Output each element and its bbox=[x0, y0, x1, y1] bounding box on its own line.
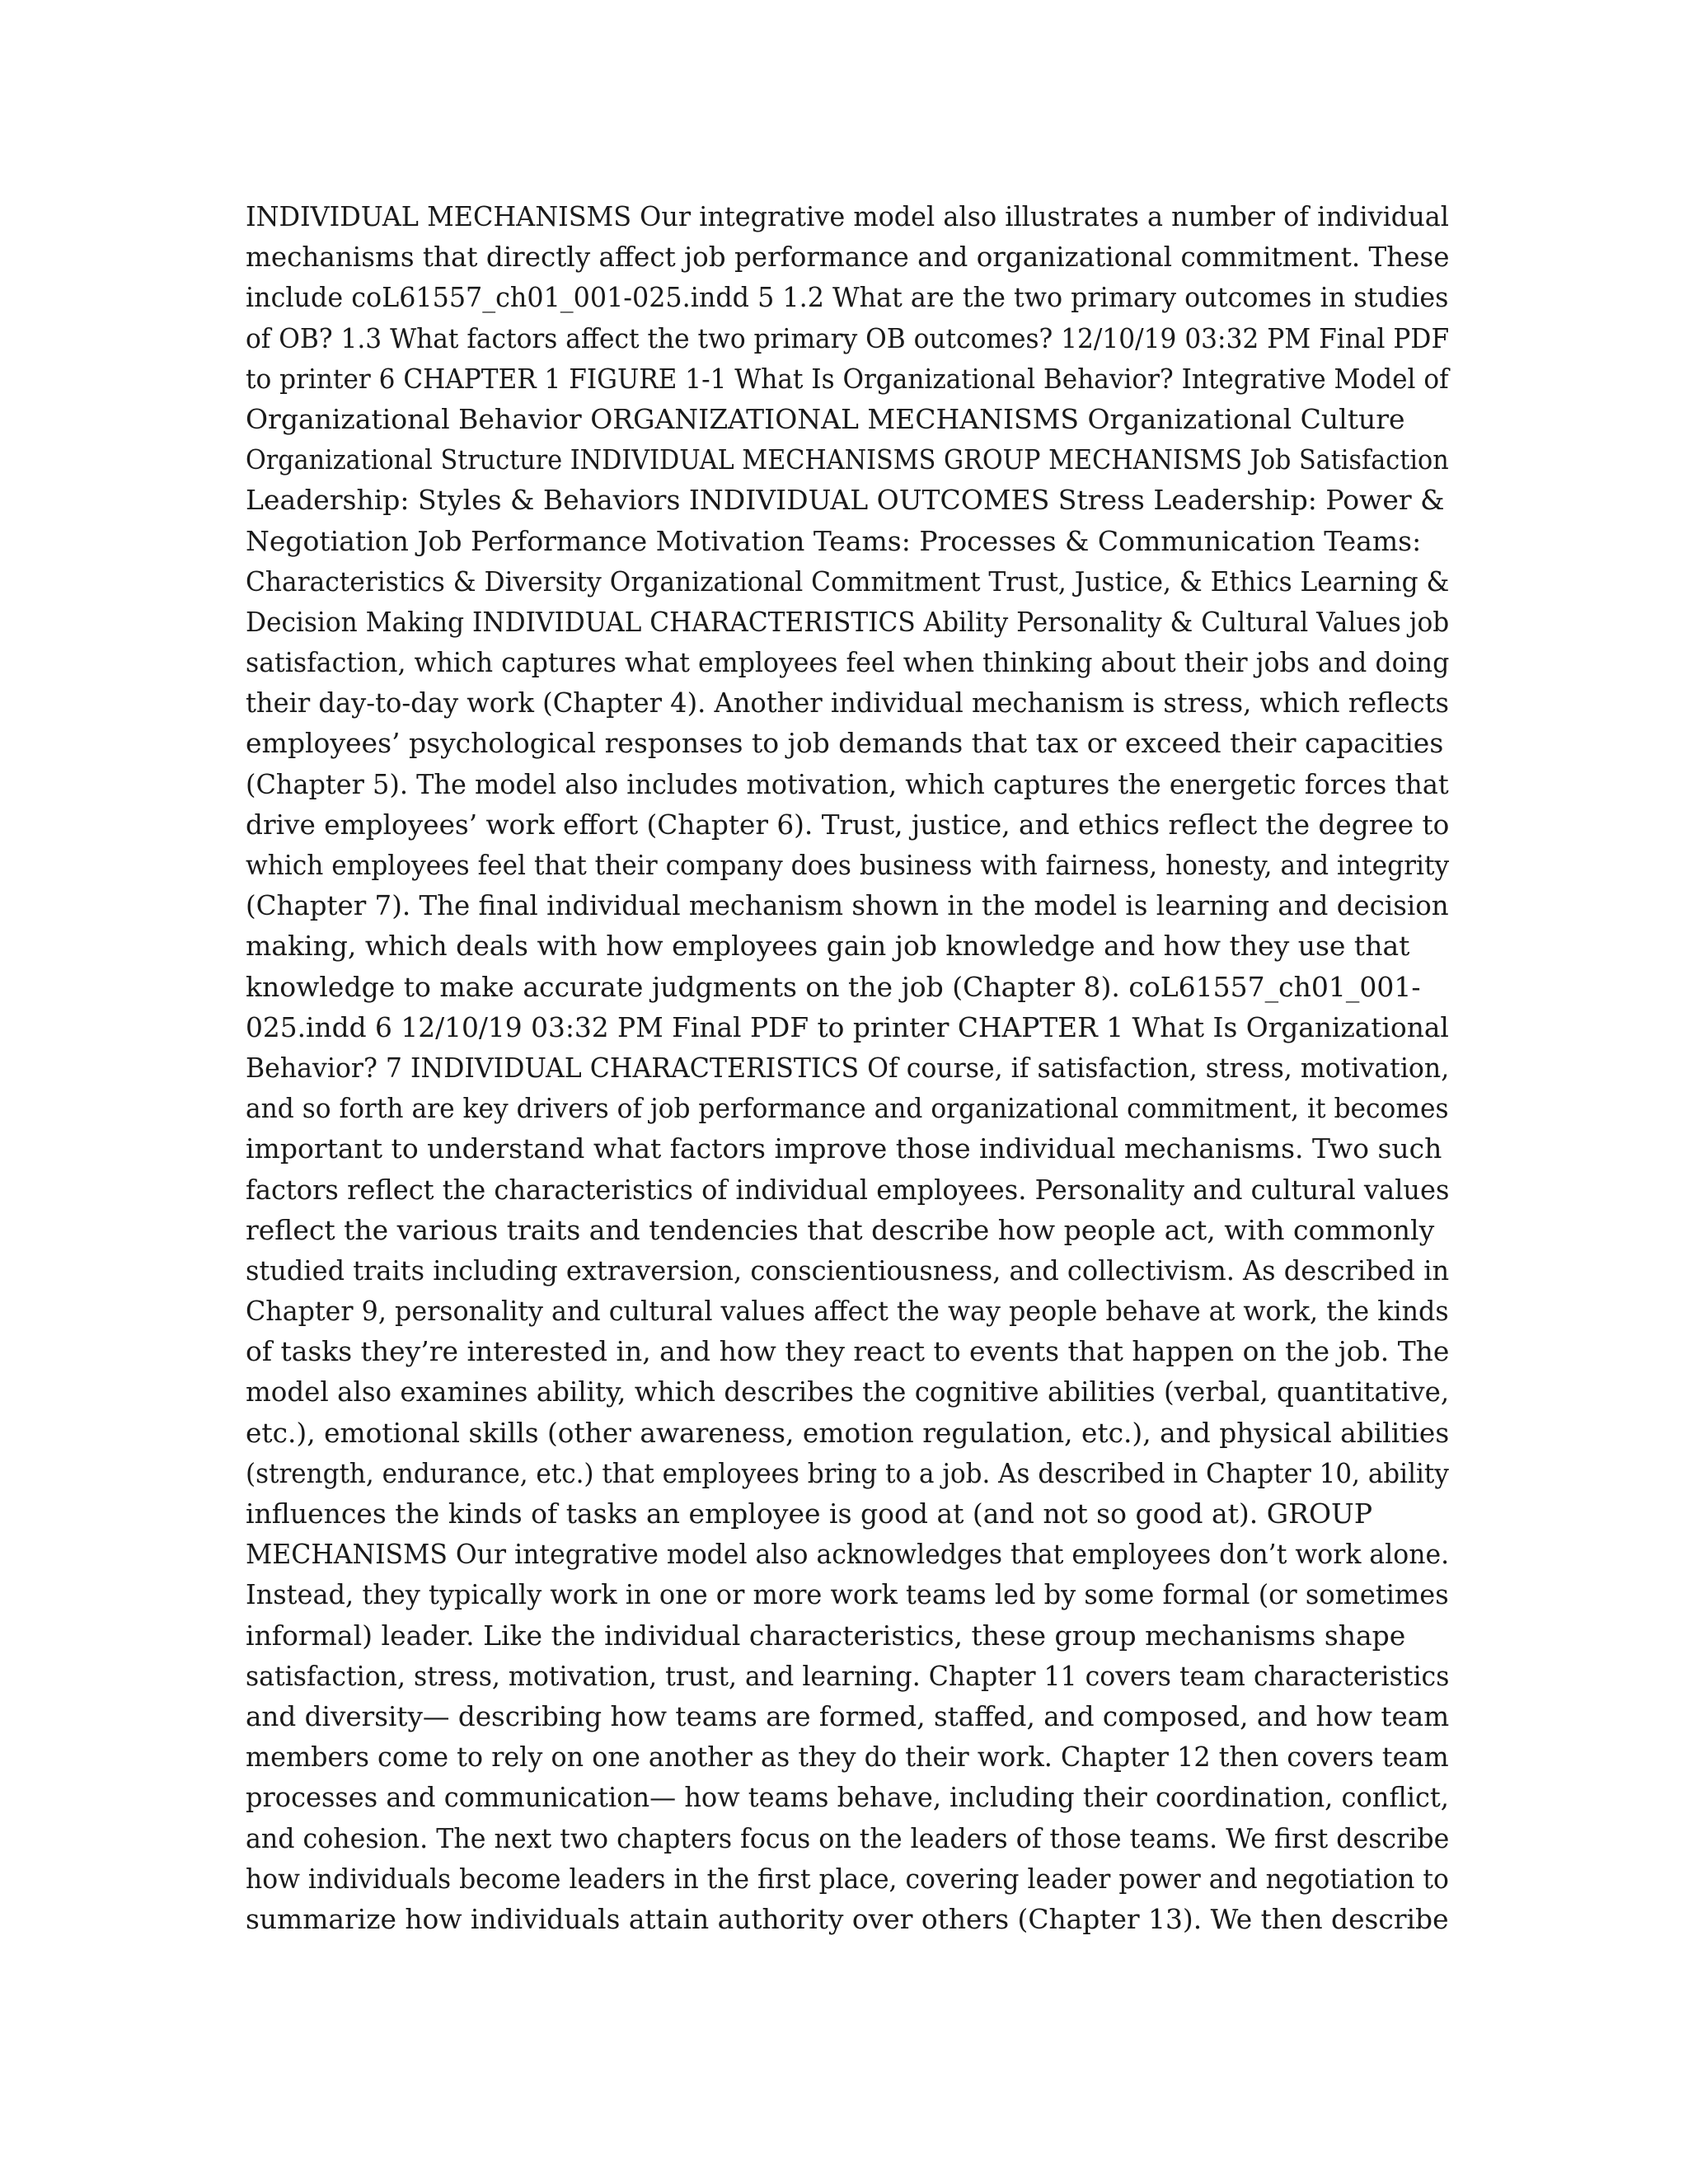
text-line: etc.), emotional skills (other awareness, emotion regulation, etc.), and physical abilities bbox=[246, 1416, 1450, 1449]
text-line: Organizational Structure INDIVIDUAL MECHANISMS GROUP MECHANISMS Job Satisfaction bbox=[246, 443, 1449, 476]
text-line: (strength, endurance, etc.) that employees bring to a job. As described in Chapter 10, ability bbox=[246, 1456, 1449, 1489]
text-line: important to understand what factors improve those individual mechanisms. Two such bbox=[246, 1132, 1442, 1165]
text-line: informal) leader. Like the individual characteristics, these group mechanisms shape bbox=[246, 1619, 1406, 1652]
text-line: reflect the various traits and tendencies that describe how people act, with commonly bbox=[246, 1213, 1435, 1246]
text-line: processes and communication— how teams behave, including their coordination, conflict, bbox=[246, 1781, 1449, 1814]
text-line: Behavior? 7 INDIVIDUAL CHARACTERISTICS Of course, if satisfaction, stress, motivation, bbox=[246, 1051, 1450, 1084]
text-line: and cohesion. The next two chapters focus on the leaders of those teams. We first describe bbox=[246, 1821, 1450, 1854]
text-line: model also examines ability, which describes the cognitive abilities (verbal, quantitative, bbox=[246, 1376, 1450, 1408]
text-line: influences the kinds of tasks an employee is good at (and not so good at). GROUP bbox=[246, 1497, 1373, 1530]
text-line: making, which deals with how employees gain job knowledge and how they use that bbox=[246, 930, 1410, 963]
text-line: studied traits including extraversion, conscientiousness, and collectivism. As described in bbox=[246, 1254, 1450, 1286]
text-line: and so forth are key drivers of job performance and organizational commitment, it becomes bbox=[246, 1092, 1449, 1125]
text-line: how individuals become leaders in the first place, covering leader power and negotiation to bbox=[246, 1862, 1449, 1895]
text-line: MECHANISMS Our integrative model also acknowledges that employees don’t work alone. bbox=[246, 1538, 1450, 1571]
text-line: summarize how individuals attain authority over others (Chapter 13). We then describe bbox=[246, 1902, 1449, 1935]
text-line: factors reflect the characteristics of individual employees. Personality and cultural values bbox=[246, 1173, 1450, 1206]
text-line: Negotiation Job Performance Motivation Teams: Processes & Communication Teams: bbox=[246, 524, 1422, 557]
text-line: drive employees’ work effort (Chapter 6). Trust, justice, and ethics reflect the degree to bbox=[246, 808, 1450, 841]
text-line: of tasks they’re interested in, and how they react to events that happen on the job. The bbox=[246, 1335, 1450, 1368]
text-line: (Chapter 5). The model also includes motivation, which captures the energetic forces that bbox=[246, 767, 1449, 800]
text-line: which employees feel that their company does business with fairness, honesty, and integrity bbox=[246, 849, 1450, 881]
text-line: Characteristics & Diversity Organizational Commitment Trust, Justice, & Ethics Learning & bbox=[246, 565, 1450, 598]
text-line: Leadership: Styles & Behaviors INDIVIDUAL OUTCOMES Stress Leadership: Power & bbox=[246, 484, 1445, 517]
text-line: satisfaction, which captures what employees feel when thinking about their jobs and doing bbox=[246, 646, 1450, 679]
text-line: employees’ psychological responses to job demands that tax or exceed their capacities bbox=[246, 727, 1444, 760]
text-line: of OB? 1.3 What factors affect the two primary OB outcomes? 12/10/19 03:32 PM Final PDF bbox=[246, 321, 1450, 354]
text-line: and diversity— describing how teams are formed, staffed, and composed, and how team bbox=[246, 1699, 1450, 1732]
text-line: include coL61557_ch01_001-025.indd 5 1.2 What are the two primary outcomes in studies bbox=[246, 281, 1449, 314]
text-line: members come to rely on one another as they do their work. Chapter 12 then covers team bbox=[246, 1741, 1449, 1774]
text-line: Decision Making INDIVIDUAL CHARACTERISTICS Ability Personality & Cultural Values job bbox=[246, 605, 1450, 638]
text-line: to printer 6 CHAPTER 1 FIGURE 1-1 What Is Organizational Behavior? Integrative Model of bbox=[246, 362, 1449, 395]
text-line: (Chapter 7). The final individual mechanism shown in the model is learning and decision bbox=[246, 889, 1449, 922]
text-line: satisfaction, stress, motivation, trust, and learning. Chapter 11 covers team characteristics bbox=[246, 1659, 1450, 1692]
text-line: Instead, they typically work in one or more work teams led by some formal (or sometimes bbox=[246, 1578, 1449, 1611]
text-line: 025.indd 6 12/10/19 03:32 PM Final PDF to printer CHAPTER 1 What Is Organizational bbox=[246, 1010, 1449, 1043]
text-line: mechanisms that directly affect job performance and organizational commitment. These bbox=[246, 241, 1450, 274]
text-line: INDIVIDUAL MECHANISMS Our integrative model also illustrates a number of individual bbox=[246, 200, 1449, 232]
text-line: knowledge to make accurate judgments on the job (Chapter 8). coL61557_ch01_001- bbox=[246, 970, 1421, 1003]
body-text bbox=[246, 196, 1449, 1939]
text-line: Organizational Behavior ORGANIZATIONAL MECHANISMS Organizational Culture bbox=[246, 402, 1405, 435]
text-line: their day-to-day work (Chapter 4). Another individual mechanism is stress, which reflects bbox=[246, 687, 1450, 719]
text-line: Chapter 9, personality and cultural values affect the way people behave at work, the kinds bbox=[246, 1295, 1449, 1328]
